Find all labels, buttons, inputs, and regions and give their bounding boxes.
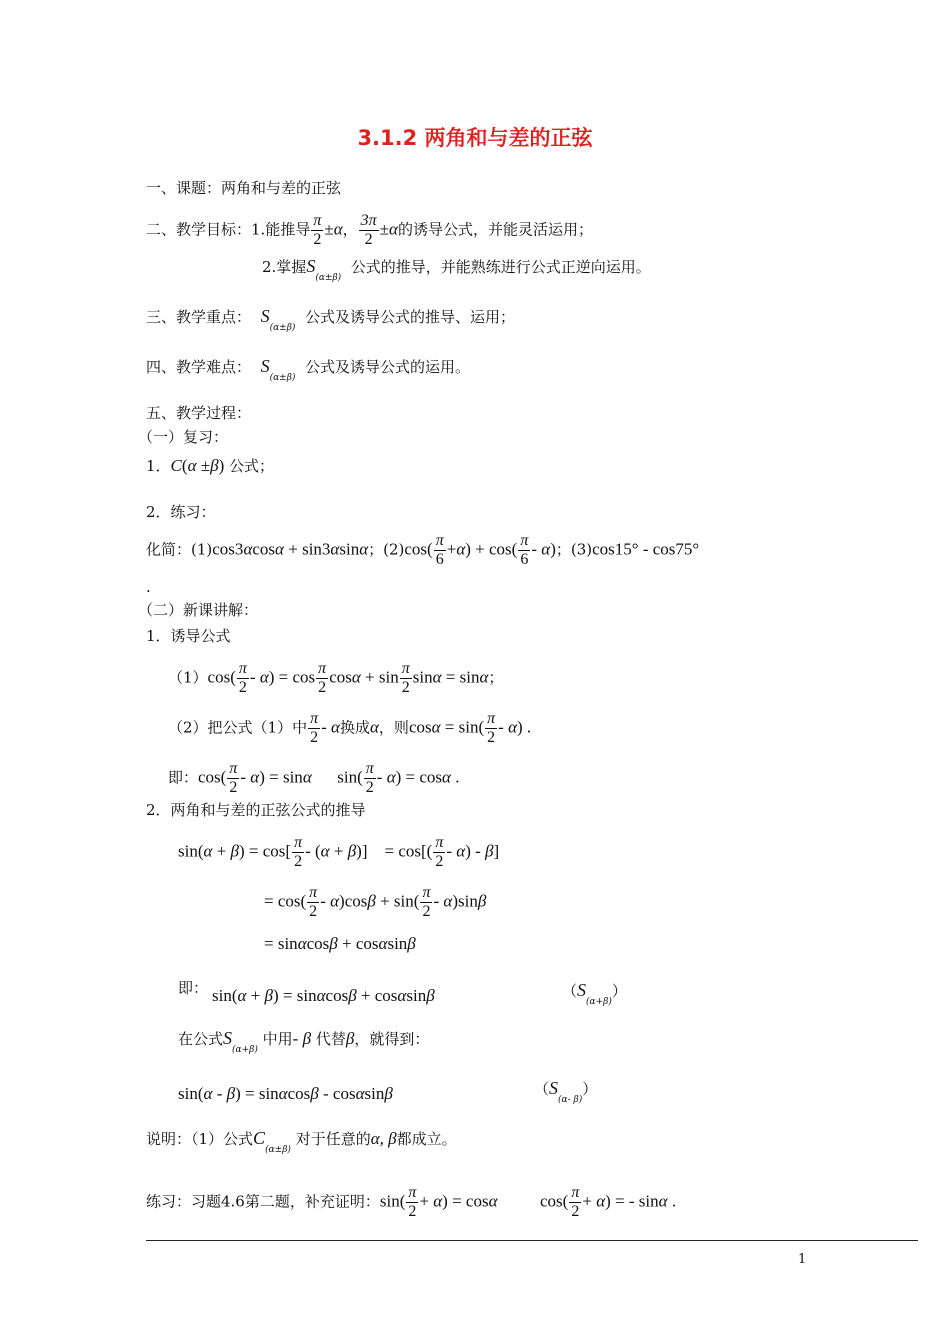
difficulty-line: 四、教学难点： $S_{(\alpha\pm\beta)}$ 公式及诱导公式的运用。 bbox=[146, 356, 470, 383]
sum-formula: sin(α + β) = sinαcosβ + cosαsinβ bbox=[212, 986, 435, 1005]
page-title: 3.1.2 两角和与差的正弦 bbox=[357, 126, 593, 150]
induction-heading: 1．诱导公式 bbox=[146, 627, 231, 645]
exercise-line: 练习：习题4.6第二题，补充证明：sin( $\frac{\pi}{2}$ + α) = cosα cos( $\frac{\pi}{2}$ + α) = - sinα . bbox=[146, 1184, 677, 1220]
process-heading: 五、教学过程： bbox=[146, 404, 252, 422]
sum-formula-tag: $(S_{(\alpha+\beta)})$ bbox=[562, 980, 627, 1007]
review-item-1: 1．C(α ±β) 公式； bbox=[146, 456, 275, 475]
induction-formula-1: （1）cos( $\frac{\pi}{2}$ - α) = cos $\frac{\pi}{2}$ cosα + sin $\frac{\pi}{2}$ sinα = sinα； bbox=[168, 660, 504, 696]
sum-formula-line: 即： bbox=[178, 979, 209, 997]
simplify-line: 化简：(1)cos3αcosα + sin3αsinα；(2)cos( $\frac{\pi}{6}$ +α) + cos( $\frac{\pi}{6}$ - α)；(3)cos15° - cos75° bbox=[146, 532, 700, 568]
footer-divider bbox=[146, 1240, 918, 1241]
goal-line-2: 2.掌握$S_{(\alpha\pm\beta)}$ 公式的推导，并能熟练进行公式正逆向运用。 bbox=[262, 256, 651, 283]
derivation-step-2: = cos( $\frac{\pi}{2}$ - α)cosβ + sin( $\frac{\pi}{2}$ - α)sinβ bbox=[264, 884, 487, 920]
goal-line-1: 二、教学目标：1.能推导 $\frac{\pi}{2}$ ±α， $\frac{3\pi}{2}$ ±α的诱导公式，并能灵活运用； bbox=[146, 212, 593, 248]
difference-formula-tag: $(S_{(\alpha- \beta)})$ bbox=[534, 1078, 598, 1105]
induction-formula-3: 即：cos( $\frac{\pi}{2}$ - α) = sinα sin( $\frac{\pi}{2}$ - α) = cosα . bbox=[168, 760, 460, 796]
difference-formula: sin(α - β) = sinαcosβ - cosαsinβ bbox=[178, 1084, 393, 1103]
note-line: 说明：（1）公式$C_{(\alpha\pm\beta)}$ 对于任意的α, β都成立。 bbox=[146, 1128, 457, 1155]
page-number: 1 bbox=[798, 1252, 807, 1267]
simplify-period: . bbox=[146, 578, 151, 596]
review-item-2: 2．练习： bbox=[146, 503, 216, 521]
derivation-step-1: sin(α + β) = cos[ $\frac{\pi}{2}$ - (α + β)] = cos[( $\frac{\pi}{2}$ - α) - β] bbox=[178, 834, 500, 870]
replace-line: 在公式$S_{(\alpha+\beta)}$ 中用- β 代替β，就得到： bbox=[178, 1028, 430, 1055]
new-lesson-heading: （二）新课讲解： bbox=[138, 601, 259, 619]
derivation-step-3: = sinαcosβ + cosαsinβ bbox=[264, 934, 416, 953]
key-point-line: 三、教学重点： $S_{(\alpha\pm\beta)}$ 公式及诱导公式的推导、运用； bbox=[146, 306, 515, 333]
topic-line: 一、课题：两角和与差的正弦 bbox=[146, 179, 342, 197]
review-heading: （一）复习： bbox=[138, 428, 229, 446]
derivation-heading: 2．两角和与差的正弦公式的推导 bbox=[146, 801, 366, 819]
induction-formula-2: （2）把公式（1）中 $\frac{\pi}{2}$ - α换成α，则cosα = sin( $\frac{\pi}{2}$ - α) . bbox=[168, 710, 532, 746]
